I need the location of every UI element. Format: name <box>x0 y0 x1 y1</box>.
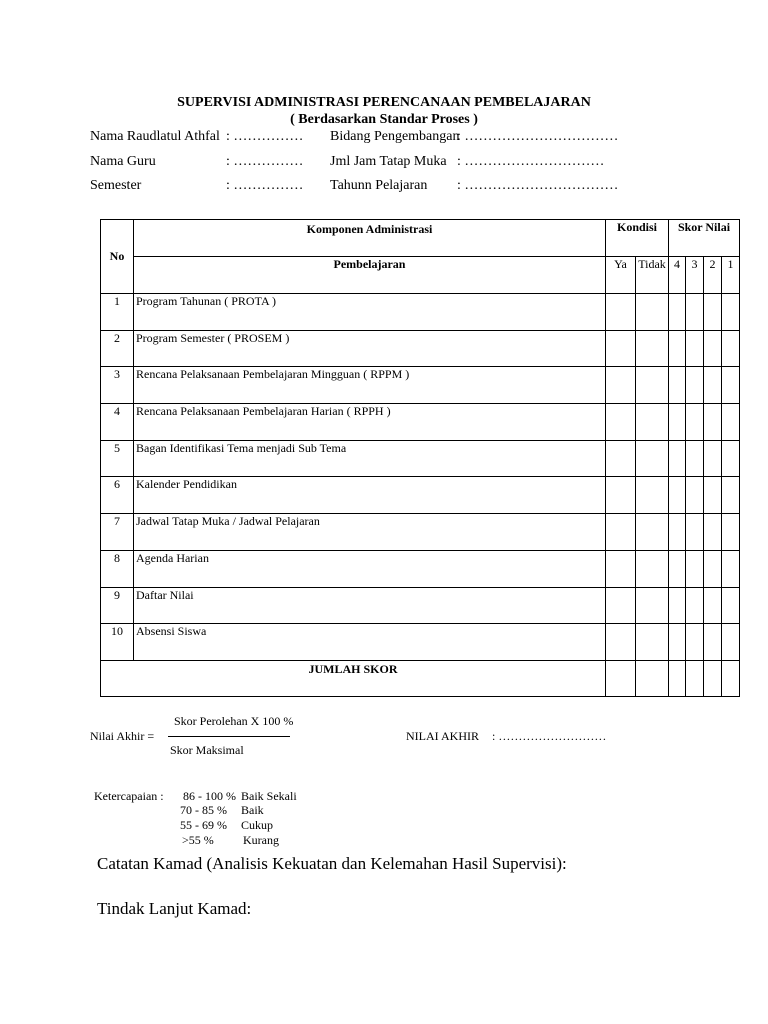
header-skor-2: 2 <box>704 257 722 294</box>
table-row <box>101 440 740 477</box>
cell-ya[interactable] <box>606 367 636 404</box>
cell-ya[interactable] <box>606 624 636 661</box>
cell-skor-4[interactable] <box>669 294 686 331</box>
meta-label-nama-ra: Nama Raudlatul Athfal <box>90 129 220 144</box>
table-row <box>101 514 740 551</box>
header-ya: Ya <box>606 257 636 294</box>
total-cell[interactable] <box>704 660 722 696</box>
cell-skor-2[interactable] <box>704 477 722 514</box>
meta-label-tahun: Tahunn Pelajaran <box>330 178 428 193</box>
header-tidak: Tidak <box>636 257 669 294</box>
cell-ya[interactable] <box>606 550 636 587</box>
total-cell[interactable] <box>669 660 686 696</box>
cell-skor-2[interactable] <box>704 367 722 404</box>
row-number: 6 <box>101 477 134 514</box>
cell-skor-3[interactable] <box>686 514 704 551</box>
cell-skor-1[interactable] <box>722 294 740 331</box>
cell-skor-3[interactable] <box>686 330 704 367</box>
meta-label-bidang: Bidang Pengembangan <box>330 129 460 144</box>
row-number: 5 <box>101 440 134 477</box>
meta-label-semester: Semester <box>90 178 142 193</box>
cell-tidak[interactable] <box>636 294 669 331</box>
row-component: Kalender Pendidikan <box>134 477 606 514</box>
cell-tidak[interactable] <box>636 367 669 404</box>
cell-skor-2[interactable] <box>704 550 722 587</box>
catatan-kamad: Catatan Kamad (Analisis Kekuatan dan Kelemahan Hasil Supervisi): <box>97 854 567 873</box>
cell-skor-4[interactable] <box>669 624 686 661</box>
header-skor-3: 3 <box>686 257 704 294</box>
cell-ya[interactable] <box>606 477 636 514</box>
ketercapaian-label: Ketercapaian : <box>94 789 164 803</box>
row-number: 7 <box>101 514 134 551</box>
meta-value-nama-ra: : …………… <box>226 129 304 144</box>
cell-skor-2[interactable] <box>704 294 722 331</box>
cell-ya[interactable] <box>606 404 636 441</box>
formula-denominator: Skor Maksimal <box>170 743 244 757</box>
cell-skor-1[interactable] <box>722 514 740 551</box>
cell-skor-1[interactable] <box>722 550 740 587</box>
tindak-lanjut-kamad: Tindak Lanjut Kamad: <box>97 899 252 918</box>
cell-skor-1[interactable] <box>722 330 740 367</box>
total-cell[interactable] <box>606 660 636 696</box>
meta-value-jam: : ………………………… <box>457 154 605 169</box>
ketercapaian-desc: Kurang <box>243 833 279 847</box>
formula-label: Nilai Akhir = <box>90 729 155 743</box>
ketercapaian-range: 55 - 69 % <box>180 818 227 832</box>
final-score-label: NILAI AKHIR <box>406 729 479 743</box>
table-row <box>101 587 740 624</box>
ketercapaian-range: >55 % <box>182 833 214 847</box>
cell-tidak[interactable] <box>636 477 669 514</box>
row-number: 4 <box>101 404 134 441</box>
total-label: JUMLAH SKOR <box>101 660 606 696</box>
row-component: Program Semester ( PROSEM ) <box>134 330 606 367</box>
cell-skor-3[interactable] <box>686 367 704 404</box>
cell-ya[interactable] <box>606 587 636 624</box>
row-number: 3 <box>101 367 134 404</box>
meta-value-semester: : …………… <box>226 178 304 193</box>
cell-skor-2[interactable] <box>704 404 722 441</box>
cell-skor-4[interactable] <box>669 550 686 587</box>
cell-skor-2[interactable] <box>704 624 722 661</box>
table-row <box>101 404 740 441</box>
cell-tidak[interactable] <box>636 587 669 624</box>
cell-skor-2[interactable] <box>704 514 722 551</box>
cell-skor-4[interactable] <box>669 587 686 624</box>
table-row <box>101 624 740 661</box>
row-number: 9 <box>101 587 134 624</box>
table-row <box>101 550 740 587</box>
meta-label-jam: Jml Jam Tatap Muka <box>330 154 447 169</box>
cell-skor-1[interactable] <box>722 624 740 661</box>
cell-ya[interactable] <box>606 514 636 551</box>
cell-ya[interactable] <box>606 330 636 367</box>
meta-value-nama-guru: : …………… <box>226 154 304 169</box>
cell-skor-2[interactable] <box>704 587 722 624</box>
row-component: Jadwal Tatap Muka / Jadwal Pelajaran <box>134 514 606 551</box>
total-cell[interactable] <box>686 660 704 696</box>
cell-skor-2[interactable] <box>704 330 722 367</box>
total-cell[interactable] <box>722 660 740 696</box>
row-component: Daftar Nilai <box>134 587 606 624</box>
meta-label-nama-guru: Nama Guru <box>90 154 156 169</box>
table-row <box>101 367 740 404</box>
meta-value-tahun: : …………………………… <box>457 178 619 193</box>
ketercapaian-desc: Baik Sekali <box>241 789 297 803</box>
table-row <box>101 477 740 514</box>
cell-tidak[interactable] <box>636 514 669 551</box>
row-component: Rencana Pelaksanaan Pembelajaran Harian ( RPPH ) <box>134 404 606 441</box>
page-subtitle: ( Berdasarkan Standar Proses ) <box>290 112 478 127</box>
table-row <box>101 294 740 331</box>
cell-tidak[interactable] <box>636 404 669 441</box>
formula-numerator: Skor Perolehan X 100 % <box>174 714 294 728</box>
ketercapaian-desc: Baik <box>241 803 264 817</box>
cell-skor-1[interactable] <box>722 477 740 514</box>
header-skor-1: 1 <box>722 257 740 294</box>
cell-skor-4[interactable] <box>669 367 686 404</box>
row-component: Agenda Harian <box>134 550 606 587</box>
ketercapaian-range: 86 - 100 % <box>183 789 236 803</box>
cell-skor-3[interactable] <box>686 404 704 441</box>
cell-skor-1[interactable] <box>722 587 740 624</box>
cell-skor-4[interactable] <box>669 404 686 441</box>
cell-skor-1[interactable] <box>722 367 740 404</box>
formula-fraction-line <box>168 736 290 737</box>
cell-skor-3[interactable] <box>686 624 704 661</box>
cell-skor-4[interactable] <box>669 514 686 551</box>
row-component: Absensi Siswa <box>134 624 606 661</box>
cell-tidak[interactable] <box>636 550 669 587</box>
row-component: Bagan Identifikasi Tema menjadi Sub Tema <box>134 440 606 477</box>
cell-skor-3[interactable] <box>686 550 704 587</box>
cell-skor-3[interactable] <box>686 587 704 624</box>
cell-skor-4[interactable] <box>669 477 686 514</box>
supervision-table <box>100 219 740 697</box>
cell-skor-3[interactable] <box>686 477 704 514</box>
header-component-line1: Komponen Administrasi <box>134 220 606 257</box>
row-number: 1 <box>101 294 134 331</box>
meta-value-bidang: : …………………………… <box>457 129 619 144</box>
ketercapaian-desc: Cukup <box>241 818 274 832</box>
cell-ya[interactable] <box>606 440 636 477</box>
row-number: 2 <box>101 330 134 367</box>
row-number: 10 <box>101 624 134 661</box>
row-component: Program Tahunan ( PROTA ) <box>134 294 606 331</box>
header-no: No <box>101 220 134 294</box>
page-title: SUPERVISI ADMINISTRASI PERENCANAAN PEMBELAJARAN <box>177 95 591 110</box>
table-row <box>101 330 740 367</box>
cell-skor-2[interactable] <box>704 440 722 477</box>
header-skor-4: 4 <box>669 257 686 294</box>
header-component-line2: Pembelajaran <box>134 257 606 294</box>
cell-skor-1[interactable] <box>722 440 740 477</box>
cell-skor-3[interactable] <box>686 294 704 331</box>
cell-ya[interactable] <box>606 294 636 331</box>
header-kondisi: Kondisi <box>606 220 669 257</box>
cell-skor-4[interactable] <box>669 440 686 477</box>
cell-skor-3[interactable] <box>686 440 704 477</box>
cell-skor-4[interactable] <box>669 330 686 367</box>
total-cell[interactable] <box>636 660 669 696</box>
cell-tidak[interactable] <box>636 440 669 477</box>
row-component: Rencana Pelaksanaan Pembelajaran Mingguan ( RPPM ) <box>134 367 606 404</box>
cell-tidak[interactable] <box>636 330 669 367</box>
row-number: 8 <box>101 550 134 587</box>
final-score-value: : ……………………… <box>492 729 607 743</box>
ketercapaian-range: 70 - 85 % <box>180 803 227 817</box>
cell-skor-1[interactable] <box>722 404 740 441</box>
header-skor: Skor Nilai <box>669 220 740 257</box>
cell-tidak[interactable] <box>636 624 669 661</box>
